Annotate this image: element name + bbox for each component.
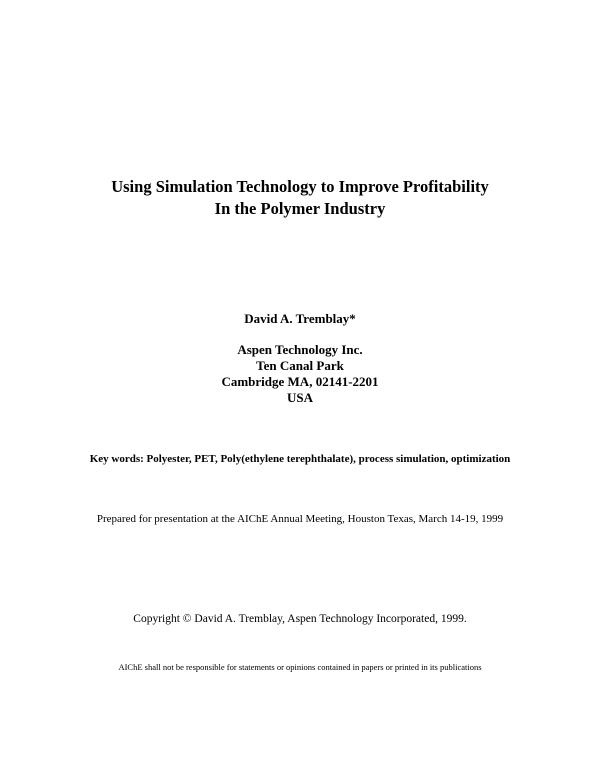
affiliation-street: Ten Canal Park — [256, 358, 344, 373]
copyright-notice: Copyright © David A. Tremblay, Aspen Technology Incorporated, 1999. — [133, 613, 467, 625]
affiliation-country: USA — [286, 390, 313, 405]
paper-title — [0, 176, 600, 220]
affiliation-organization: Aspen Technology Inc. — [237, 342, 363, 357]
keywords-line: Key words: Polyester, PET, Poly(ethylene terephthalate), process simulation, optimization — [89, 453, 511, 465]
affiliation-city: Cambridge MA, 02141-2201 — [221, 374, 379, 389]
author-name: David A. Tremblay* — [244, 311, 356, 326]
paper-title-line-2: In the Polymer Industry — [214, 199, 386, 218]
aiche-disclaimer: AIChE shall not be responsible for statements or opinions contained in papers or printed in its publications — [118, 662, 482, 672]
author-affiliation — [0, 342, 600, 406]
paper-title-line-1: Using Simulation Technology to Improve Profitability — [111, 177, 489, 196]
presentation-note: Prepared for presentation at the AIChE Annual Meeting, Houston Texas, March 14-19, 1999 — [96, 513, 504, 525]
